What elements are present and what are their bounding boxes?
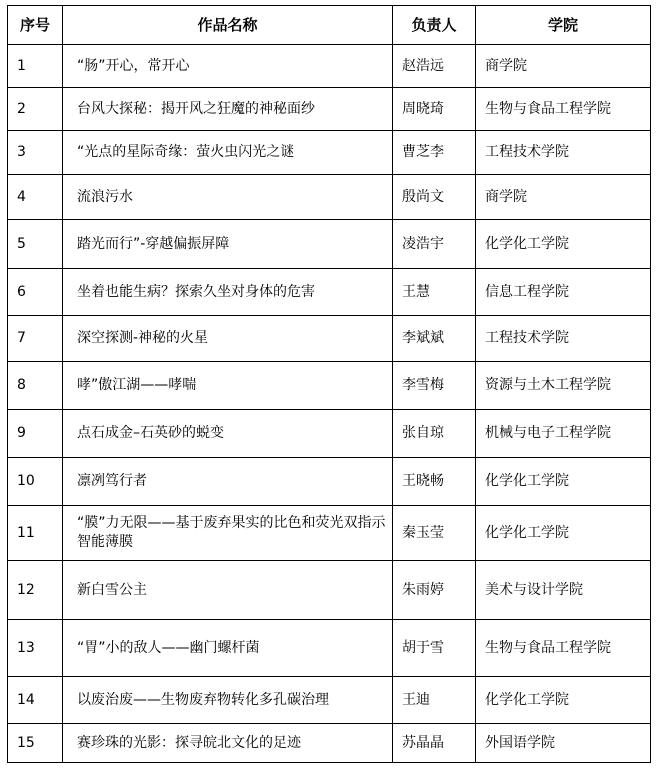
- header-row: [8, 6, 651, 45]
- cell-no: 11: [8, 506, 63, 561]
- cell-college: 工程技术学院: [476, 316, 651, 362]
- table-row: [8, 458, 651, 506]
- cell-no: 15: [8, 724, 63, 763]
- table-row: [8, 561, 651, 620]
- cell-no: 8: [8, 362, 63, 410]
- table-row: [8, 620, 651, 677]
- table-row: [8, 506, 651, 561]
- cell-leader: 苏晶晶: [393, 724, 476, 763]
- cell-leader: 曹芝李: [393, 131, 476, 175]
- cell-title: “光点的星际奇缘：萤火虫闪光之谜: [63, 131, 393, 175]
- cell-leader: 张自琼: [393, 410, 476, 458]
- header-no: 序号: [8, 6, 63, 45]
- cell-leader: 王迪: [393, 677, 476, 724]
- cell-no: 10: [8, 458, 63, 506]
- cell-title: 以废治废——生物废弃物转化多孔碳治理: [63, 677, 393, 724]
- cell-no: 12: [8, 561, 63, 620]
- cell-college: 生物与食品工程学院: [476, 88, 651, 131]
- cell-college: 外国语学院: [476, 724, 651, 763]
- table-row: [8, 316, 651, 362]
- works-table: [7, 5, 651, 763]
- cell-title: 新白雪公主: [63, 561, 393, 620]
- cell-title: “胃”小的敌人——幽门螺杆菌: [63, 620, 393, 677]
- table-row: [8, 269, 651, 316]
- table-row: [8, 131, 651, 175]
- cell-title: 坐着也能生病？探索久坐对身体的危害: [63, 269, 393, 316]
- cell-college: 商学院: [476, 45, 651, 88]
- cell-title: 深空探测-神秘的火星: [63, 316, 393, 362]
- cell-college: 机械与电子工程学院: [476, 410, 651, 458]
- table-row: [8, 220, 651, 269]
- table-row: [8, 175, 651, 220]
- cell-leader: 胡于雪: [393, 620, 476, 677]
- cell-title: 流浪污水: [63, 175, 393, 220]
- cell-leader: 赵浩远: [393, 45, 476, 88]
- cell-college: 化学化工学院: [476, 677, 651, 724]
- cell-leader: 王晓畅: [393, 458, 476, 506]
- cell-no: 9: [8, 410, 63, 458]
- table-row: [8, 677, 651, 724]
- cell-college: 资源与土木工程学院: [476, 362, 651, 410]
- cell-no: 5: [8, 220, 63, 269]
- cell-title: 赛珍珠的光影：探寻皖北文化的足迹: [63, 724, 393, 763]
- cell-leader: 朱雨婷: [393, 561, 476, 620]
- table-row: [8, 362, 651, 410]
- header-title: 作品名称: [63, 6, 393, 45]
- cell-leader: 李雪梅: [393, 362, 476, 410]
- cell-college: 化学化工学院: [476, 220, 651, 269]
- cell-title: 哮”傲江湖——哮喘: [63, 362, 393, 410]
- cell-no: 1: [8, 45, 63, 88]
- cell-leader: 秦玉莹: [393, 506, 476, 561]
- header-leader: 负责人: [393, 6, 476, 45]
- table-row: [8, 410, 651, 458]
- cell-title: 点石成金–石英砂的蜕变: [63, 410, 393, 458]
- table-row: [8, 88, 651, 131]
- header-college: 学院: [476, 6, 651, 45]
- cell-title: 踏光而行”-穿越偏振屏障: [63, 220, 393, 269]
- table-row: [8, 724, 651, 763]
- cell-college: 信息工程学院: [476, 269, 651, 316]
- cell-no: 14: [8, 677, 63, 724]
- cell-leader: 殷尚文: [393, 175, 476, 220]
- cell-no: 13: [8, 620, 63, 677]
- cell-title: “膜”力无限——基于废弃果实的比色和荧光双指示智能薄膜: [63, 506, 393, 561]
- cell-title: “肠”开心，常开心: [63, 45, 393, 88]
- cell-college: 化学化工学院: [476, 506, 651, 561]
- cell-no: 2: [8, 88, 63, 131]
- cell-title: 凛冽笃行者: [63, 458, 393, 506]
- cell-leader: 周晓琦: [393, 88, 476, 131]
- cell-college: 化学化工学院: [476, 458, 651, 506]
- cell-college: 工程技术学院: [476, 131, 651, 175]
- table-row: [8, 45, 651, 88]
- cell-leader: 王慧: [393, 269, 476, 316]
- cell-leader: 李斌斌: [393, 316, 476, 362]
- cell-college: 生物与食品工程学院: [476, 620, 651, 677]
- cell-college: 美术与设计学院: [476, 561, 651, 620]
- cell-no: 3: [8, 131, 63, 175]
- cell-leader: 凌浩宇: [393, 220, 476, 269]
- cell-college: 商学院: [476, 175, 651, 220]
- cell-no: 6: [8, 269, 63, 316]
- cell-no: 4: [8, 175, 63, 220]
- cell-no: 7: [8, 316, 63, 362]
- cell-title: 台风大探秘：揭开风之狂魔的神秘面纱: [63, 88, 393, 131]
